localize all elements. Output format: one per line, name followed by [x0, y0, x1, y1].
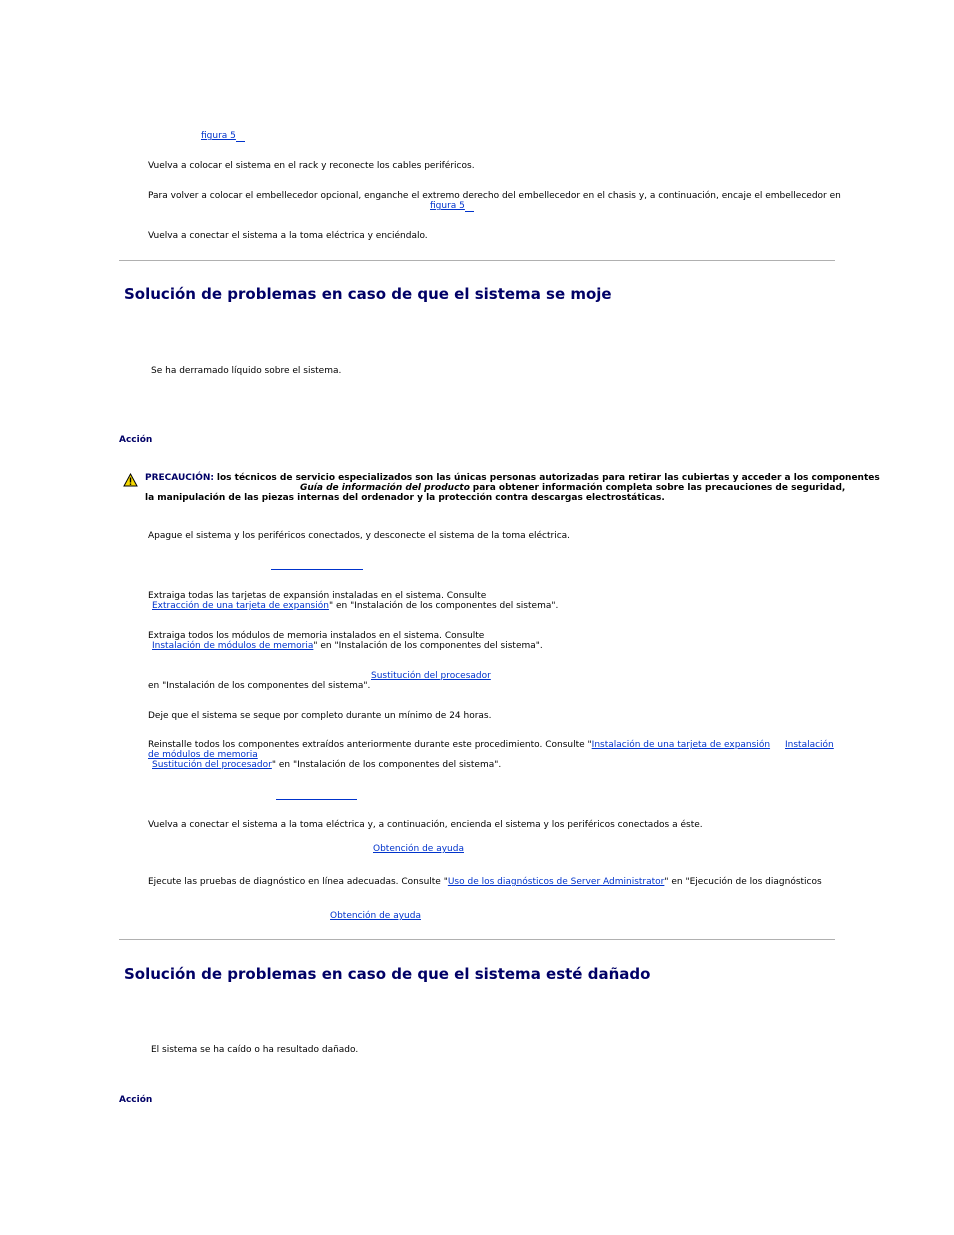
install-card-link[interactable]: Instalación de una tarjeta de expansión	[591, 740, 771, 750]
caution-label: PRECAUCIÓN:	[145, 473, 215, 483]
section-title-damaged: Solución de problemas en caso de que el sistema esté dañado	[124, 965, 651, 983]
step-replace-rack: Vuelva a colocar el sistema en el rack y reconecte los cables periféricos.	[148, 161, 475, 171]
link-underline	[465, 211, 474, 212]
install-memory-link-b[interactable]: de módulos de memoria	[148, 750, 258, 760]
action-label-2: Acción	[119, 1095, 153, 1105]
step-bezel: Para volver a colocar el embellecedor opcional, enganche el extremo derecho del embellecedor en el chasis y, a continuación, encaje el embellecedor en	[148, 191, 841, 201]
step-reconnect-on: Vuelva a conectar el sistema a la toma eléctrica y, a continuación, encienda el sistema y los periféricos conectados a éste.	[148, 820, 703, 830]
step-diagnostics	[148, 877, 822, 887]
ref-tail: " en "Instalación de los componentes del sistema".	[271, 760, 502, 770]
install-memory-link[interactable]: Instalación de módulos de memoria	[152, 641, 314, 651]
step-remove-memory-ref	[148, 641, 543, 651]
step-reinstall-ref	[148, 760, 501, 770]
step-remove-memory: Extraiga todos los módulos de memoria instalados en el sistema. Consulte	[148, 631, 485, 641]
diagnostics-link[interactable]: Uso de los diagnósticos de Server Administrator	[447, 877, 665, 887]
diagnostics-text: Ejecute las pruebas de diagnóstico en línea adecuadas. Consulte "	[148, 877, 448, 887]
problem-damaged: El sistema se ha caído o ha resultado dañado.	[151, 1045, 359, 1055]
reinstall-text: Reinstalle todos los componentes extraídos anteriormente durante este procedimiento. Consulte "	[148, 740, 592, 750]
section-title-wet: Solución de problemas en caso de que el sistema se moje	[124, 285, 612, 303]
remove-card-link[interactable]: Extracción de una tarjeta de expansión	[152, 601, 329, 611]
caution-line-2	[300, 483, 845, 493]
caution-text: los técnicos de servicio especializados son las únicas personas autorizadas para retirar las cubiertas y acceder a los componentes	[216, 473, 880, 483]
ref-tail: " en "Instalación de los componentes del sistema".	[313, 641, 543, 651]
caution-line-3: la manipulación de las piezas internas del ordenador y la protección contra descargas electrostáticas.	[145, 493, 665, 503]
install-memory-link-a[interactable]: Instalación	[785, 740, 834, 750]
ref-tail: " en "Instalación de los componentes del sistema".	[328, 601, 559, 611]
get-help-link[interactable]: Obtención de ayuda	[373, 844, 464, 854]
link-underline	[276, 799, 357, 800]
ref-tail: " en "Ejecución de los diagnósticos	[664, 877, 822, 887]
problem-wet: Se ha derramado líquido sobre el sistema.	[151, 366, 342, 376]
figure-5-link[interactable]: figura 5	[201, 131, 236, 141]
replace-processor-ref: en "Instalación de los componentes del sistema".	[148, 681, 371, 691]
link-underline	[271, 569, 363, 570]
section-divider	[119, 939, 835, 940]
step-reinstall	[148, 740, 770, 750]
section-divider	[119, 260, 835, 261]
action-label: Acción	[119, 435, 153, 445]
replace-processor-link[interactable]: Sustitución del procesador	[371, 671, 491, 681]
product-guide-title: Guía de información del producto	[300, 483, 470, 493]
step-remove-cards-ref	[148, 601, 558, 611]
figure-5-link-2[interactable]: figura 5	[430, 201, 465, 211]
step-power-off: Apague el sistema y los periféricos conectados, y desconecte el sistema de la toma eléctrica.	[148, 531, 571, 541]
caution-text-2: para obtener información completa sobre las precauciones de seguridad,	[472, 483, 846, 493]
warning-triangle-icon	[123, 473, 138, 490]
link-underline	[236, 141, 245, 142]
caution-line-1	[145, 473, 880, 483]
replace-processor-link-2[interactable]: Sustitución del procesador	[152, 760, 272, 770]
step-reconnect: Vuelva a conectar el sistema a la toma eléctrica y enciéndalo.	[148, 231, 428, 241]
step-dry: Deje que el sistema se seque por completo durante un mínimo de 24 horas.	[148, 711, 492, 721]
get-help-link-2[interactable]: Obtención de ayuda	[330, 911, 421, 921]
step-remove-cards: Extraiga todas las tarjetas de expansión instaladas en el sistema. Consulte	[148, 591, 487, 601]
